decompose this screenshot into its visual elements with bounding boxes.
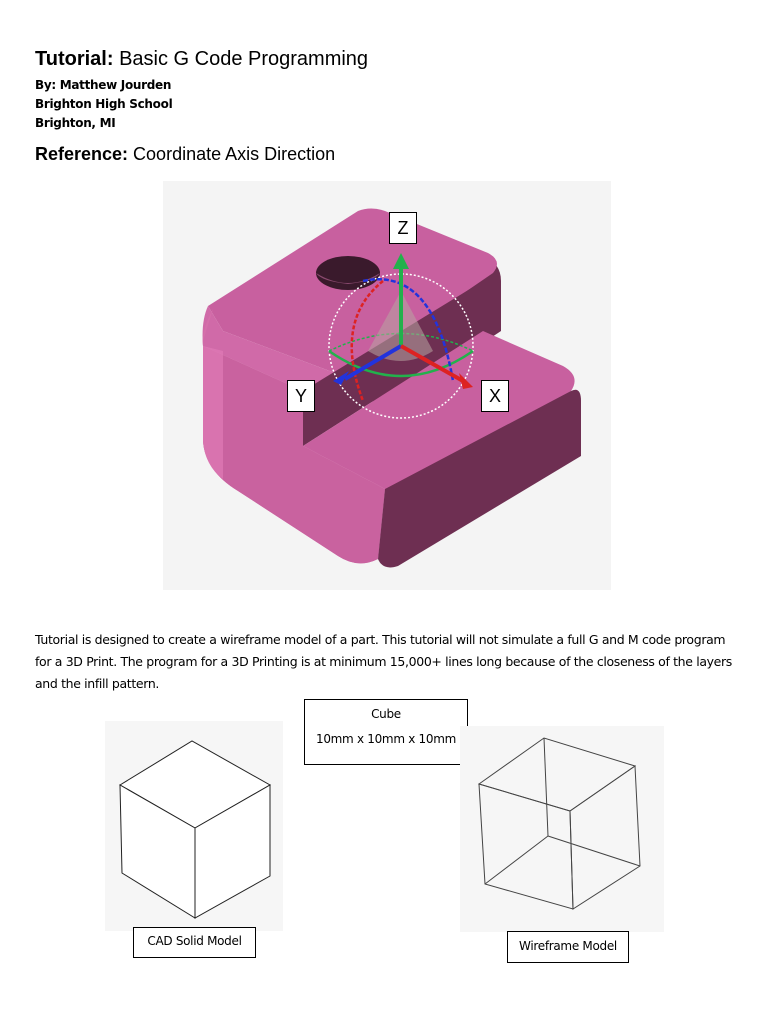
cube-dimensions: 10mm x 10mm x 10mm xyxy=(315,732,456,746)
part-illustration xyxy=(163,181,611,590)
description-paragraph: Tutorial is designed to create a wireframe model of a part. This tutorial will not simulate a full G and M code program for a 3D Print. The program for a 3D Printing is at minimum 15,000+ lines long because of the closeness of the layers and the infill pattern. xyxy=(35,632,732,691)
wire-hidden-right xyxy=(548,836,640,866)
document-title xyxy=(35,48,368,71)
hole xyxy=(316,256,380,290)
y-axis-label: Y xyxy=(287,380,315,412)
solid-cube-panel xyxy=(105,721,283,931)
wire-hidden-left xyxy=(485,836,548,884)
wireframe-edges xyxy=(479,738,640,909)
wire-hidden-vertical xyxy=(544,738,548,836)
wireframe-cube-svg xyxy=(460,726,664,932)
location: Brighton, MI xyxy=(35,116,116,130)
caption-solid-model: CAD Solid Model xyxy=(133,927,256,958)
z-axis-label: Z xyxy=(389,212,417,244)
wire-top xyxy=(479,738,635,811)
solid-cube-svg xyxy=(105,721,283,931)
wire-front-right xyxy=(570,766,640,909)
title-bold: Tutorial: xyxy=(35,48,114,70)
author: By: Matthew Jourden xyxy=(35,78,172,92)
wireframe-cube-panel xyxy=(460,726,664,932)
wire-front-left xyxy=(479,784,573,909)
reference-heading xyxy=(35,144,335,165)
cube-title: Cube xyxy=(371,707,401,721)
cube-info-box xyxy=(304,699,468,765)
caption-wireframe-model: Wireframe Model xyxy=(507,931,629,963)
part-svg xyxy=(163,181,611,590)
left-highlight xyxy=(203,346,223,479)
x-axis-label: X xyxy=(481,380,509,412)
title-text: Basic G Code Programming xyxy=(113,48,369,70)
reference-bold: Reference: xyxy=(35,144,129,164)
reference-text: Coordinate Axis Direction xyxy=(128,144,336,164)
school: Brighton High School xyxy=(35,97,173,111)
